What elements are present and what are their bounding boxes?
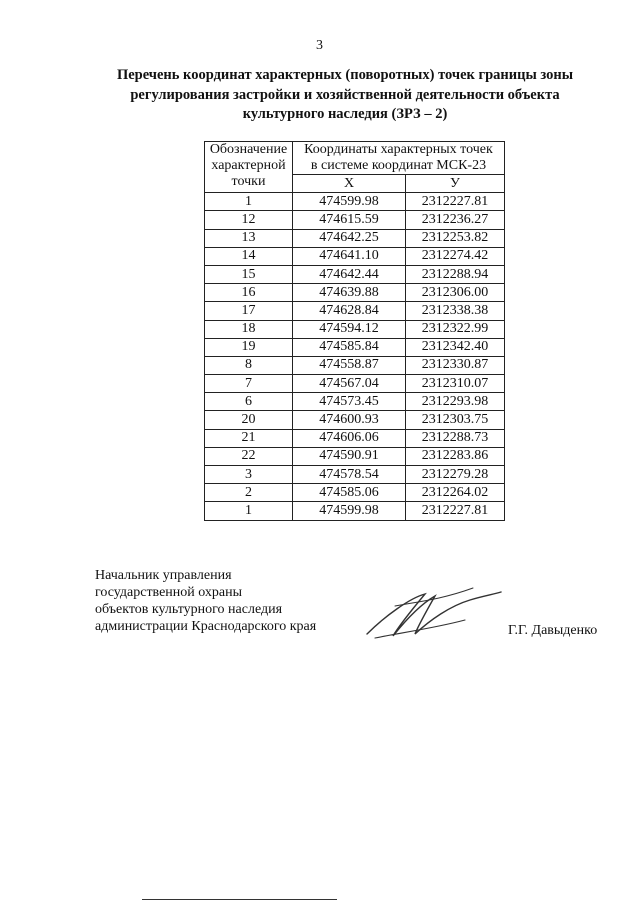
y-cell: 2312330.87: [406, 356, 505, 374]
y-cell: 2312303.75: [406, 411, 505, 429]
table-row: [205, 447, 505, 465]
x-cell: 474615.59: [293, 211, 406, 229]
point-cell: 17: [205, 302, 293, 320]
table-row: [205, 393, 505, 411]
title-line: культурного наследия (ЗРЗ – 2): [242, 106, 448, 122]
x-cell: 474606.06: [293, 429, 406, 447]
table-row: [205, 211, 505, 229]
point-cell: 16: [205, 284, 293, 302]
header-coords-line: в системе координат МСК-23: [310, 158, 487, 173]
table-header-row: [205, 142, 505, 175]
handwritten-signature: [355, 576, 505, 646]
point-cell: 2: [205, 484, 293, 502]
title-line: Перечень координат характерных (поворотных) точек границы зоны: [116, 67, 574, 83]
y-cell: 2312293.98: [406, 393, 505, 411]
y-cell: 2312227.81: [406, 193, 505, 211]
x-cell: 474599.98: [293, 193, 406, 211]
header-point-line: точки: [231, 174, 266, 189]
x-cell: 474578.54: [293, 466, 406, 484]
signer-name: Г.Г. Давыденко: [508, 623, 598, 638]
y-cell: 2312236.27: [406, 211, 505, 229]
y-cell: 2312288.73: [406, 429, 505, 447]
point-cell: 7: [205, 375, 293, 393]
x-cell: 474585.84: [293, 338, 406, 356]
point-cell: 15: [205, 265, 293, 283]
table-row: [205, 229, 505, 247]
page-number: 3: [316, 38, 323, 53]
y-cell: 2312288.94: [406, 265, 505, 283]
point-cell: 13: [205, 229, 293, 247]
y-cell: 2312283.86: [406, 447, 505, 465]
position-line: государственной охраны: [95, 585, 243, 600]
table-row: [205, 302, 505, 320]
table-row: [205, 356, 505, 374]
point-cell: 14: [205, 247, 293, 265]
signature-position: [95, 567, 316, 635]
table-row: [205, 484, 505, 502]
x-cell: 474594.12: [293, 320, 406, 338]
header-coords-line: Координаты характерных точек: [304, 142, 493, 157]
table-row: [205, 320, 505, 338]
x-cell: 474567.04: [293, 375, 406, 393]
position-line: администрации Краснодарского края: [95, 619, 317, 634]
point-cell: 12: [205, 211, 293, 229]
point-cell: 3: [205, 466, 293, 484]
table-row: [205, 375, 505, 393]
position-line: объектов культурного наследия: [95, 602, 283, 617]
header-y: У: [406, 175, 505, 193]
y-cell: 2312264.02: [406, 484, 505, 502]
table-row: [205, 502, 505, 520]
point-cell: 19: [205, 338, 293, 356]
footer-divider: [142, 899, 337, 900]
table-row: [205, 338, 505, 356]
point-cell: 18: [205, 320, 293, 338]
document-title: [95, 66, 595, 125]
table-row: [205, 247, 505, 265]
y-cell: 2312338.38: [406, 302, 505, 320]
y-cell: 2312342.40: [406, 338, 505, 356]
x-cell: 474628.84: [293, 302, 406, 320]
x-cell: 474639.88: [293, 284, 406, 302]
x-cell: 474641.10: [293, 247, 406, 265]
y-cell: 2312279.28: [406, 466, 505, 484]
table-row: [205, 411, 505, 429]
point-cell: 1: [205, 502, 293, 520]
x-cell: 474642.25: [293, 229, 406, 247]
x-cell: 474573.45: [293, 393, 406, 411]
header-coordinates: [293, 142, 505, 175]
x-cell: 474585.06: [293, 484, 406, 502]
y-cell: 2312306.00: [406, 284, 505, 302]
point-cell: 21: [205, 429, 293, 447]
y-cell: 2312227.81: [406, 502, 505, 520]
x-cell: 474558.87: [293, 356, 406, 374]
point-cell: 20: [205, 411, 293, 429]
header-point-designation: [205, 142, 293, 193]
table-row: [205, 284, 505, 302]
header-point-line: характерной: [211, 158, 286, 173]
table-row: [205, 466, 505, 484]
y-cell: 2312310.07: [406, 375, 505, 393]
x-cell: 474590.91: [293, 447, 406, 465]
point-cell: 1: [205, 193, 293, 211]
table-row: [205, 193, 505, 211]
table-row: [205, 265, 505, 283]
coordinates-table: [204, 141, 505, 521]
y-cell: 2312322.99: [406, 320, 505, 338]
y-cell: 2312274.42: [406, 247, 505, 265]
point-cell: 6: [205, 393, 293, 411]
point-cell: 8: [205, 356, 293, 374]
title-line: регулирования застройки и хозяйственной деятельности объекта: [130, 86, 560, 103]
x-cell: 474599.98: [293, 502, 406, 520]
x-cell: 474642.44: [293, 265, 406, 283]
y-cell: 2312253.82: [406, 229, 505, 247]
point-cell: 22: [205, 447, 293, 465]
header-x: X: [293, 175, 406, 193]
table-row: [205, 429, 505, 447]
x-cell: 474600.93: [293, 411, 406, 429]
header-point-line: Обозначение: [209, 142, 288, 157]
position-line: Начальник управления: [95, 568, 232, 583]
